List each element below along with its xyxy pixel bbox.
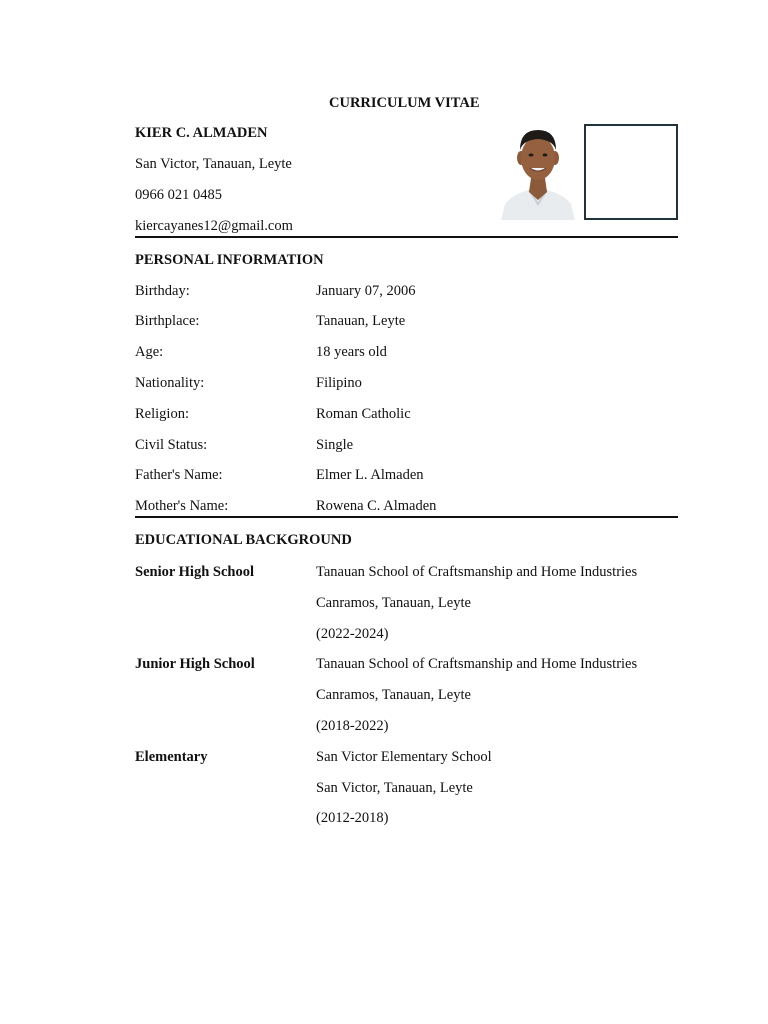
personal-label: Nationality:	[135, 375, 205, 391]
personal-value: 18 years old	[316, 344, 387, 360]
education-location: San Victor, Tanauan, Leyte	[316, 780, 473, 796]
section-heading-personal: PERSONAL INFORMATION	[135, 252, 324, 268]
personal-value: Filipino	[316, 375, 362, 391]
document-title: CURRICULUM VITAE	[329, 95, 480, 111]
education-level: Junior High School	[135, 656, 255, 672]
personal-label: Father's Name:	[135, 467, 223, 483]
personal-value: January 07, 2006	[316, 283, 416, 299]
education-school: San Victor Elementary School	[316, 749, 492, 765]
section-heading-education: EDUCATIONAL BACKGROUND	[135, 532, 352, 548]
personal-label: Mother's Name:	[135, 498, 229, 514]
personal-value: Rowena C. Almaden	[316, 498, 437, 514]
personal-label: Birthday:	[135, 283, 190, 299]
personal-divider	[135, 516, 678, 518]
personal-value: Roman Catholic	[316, 406, 411, 422]
personal-value: Single	[316, 437, 354, 453]
education-location: Canramos, Tanauan, Leyte	[316, 595, 471, 611]
email-text: kiercayanes12@gmail.com	[135, 218, 293, 234]
personal-label: Age:	[135, 344, 164, 360]
phone-text: 0966 021 0485	[135, 187, 222, 203]
education-years: (2012-2018)	[316, 810, 389, 826]
education-level: Elementary	[135, 749, 208, 765]
personal-value: Elmer L. Almaden	[316, 467, 424, 483]
photo-placeholder-frame	[584, 124, 678, 220]
education-school: Tanauan School of Craftsmanship and Home Industries	[316, 564, 638, 580]
applicant-photo	[493, 124, 583, 220]
header-divider	[135, 236, 678, 238]
address-text: San Victor, Tanauan, Leyte	[135, 156, 292, 172]
education-years: (2018-2022)	[316, 718, 389, 734]
education-level: Senior High School	[135, 564, 254, 580]
education-school: Tanauan School of Craftsmanship and Home Industries	[316, 656, 638, 672]
education-years: (2022-2024)	[316, 626, 389, 642]
personal-label: Religion:	[135, 406, 189, 422]
personal-value: Tanauan, Leyte	[316, 313, 406, 329]
applicant-name: KIER C. ALMADEN	[135, 125, 268, 141]
personal-label: Birthplace:	[135, 313, 200, 329]
personal-label: Civil Status:	[135, 437, 208, 453]
education-location: Canramos, Tanauan, Leyte	[316, 687, 471, 703]
